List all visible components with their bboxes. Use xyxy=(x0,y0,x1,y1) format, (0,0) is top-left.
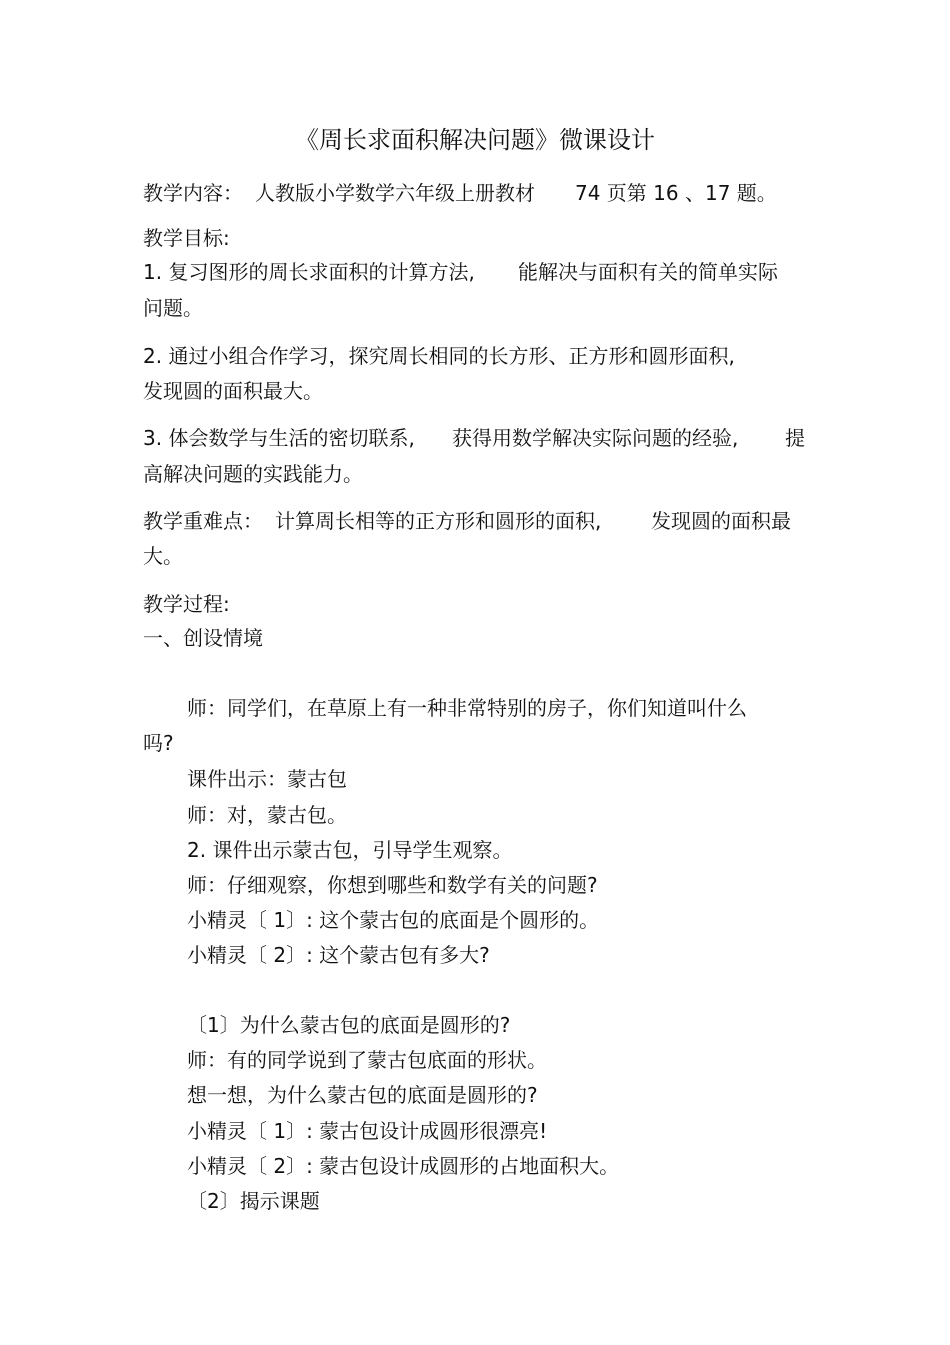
content-pages: 74 页第 16 、17 题。 xyxy=(575,181,777,205)
key-points-text: 计算周长相等的正方形和圆形的面积, xyxy=(275,509,602,533)
process-label: 教学过程: xyxy=(143,592,230,616)
dialogue-line: 课件出示：蒙古包 xyxy=(187,767,347,791)
dialogue-line: 师：对，蒙古包。 xyxy=(187,803,347,827)
key-points-label: 教学重难点： xyxy=(143,509,263,533)
goal-3-line-2: 高解决问题的实践能力。 xyxy=(143,462,363,486)
goal-1-line-1a: 1. 复习图形的周长求面积的计算方法, xyxy=(143,260,475,284)
goal-3-line-1c: 提 xyxy=(785,426,805,450)
section-heading: 一、创设情境 xyxy=(143,626,263,650)
goal-3-line-1a: 3. 体会数学与生活的密切联系, xyxy=(143,426,415,450)
dialogue-line: 小精灵〔 1〕: 这个蒙古包的底面是个圆形的。 xyxy=(187,908,600,932)
dialogue-line: 吗? xyxy=(143,731,174,755)
dialogue-line: 小精灵〔 1〕: 蒙古包设计成圆形很漂亮! xyxy=(187,1119,548,1143)
content-text: 人教版小学数学六年级上册教材 xyxy=(255,181,535,205)
dialogue-line: 小精灵〔 2〕: 蒙古包设计成圆形的占地面积大。 xyxy=(187,1154,620,1178)
goal-2-line-2: 发现圆的面积最大。 xyxy=(143,379,323,403)
dialogue-line: 师：仔细观察，你想到哪些和数学有关的问题? xyxy=(187,873,598,897)
key-points-text2: 发现圆的面积最 xyxy=(651,509,791,533)
goal-2-line-1: 2. 通过小组合作学习，探究周长相同的长方形、正方形和圆形面积, xyxy=(143,344,735,368)
document-title: 《周长求面积解决问题》微课设计 xyxy=(295,126,655,154)
key-points-text3: 大。 xyxy=(143,544,183,568)
dialogue-line: 师：同学们，在草原上有一种非常特别的房子，你们知道叫什么 xyxy=(187,696,747,720)
goal-1-line-2: 问题。 xyxy=(143,296,203,320)
dialogue-line: 想一想，为什么蒙古包的底面是圆形的? xyxy=(187,1083,538,1107)
dialogue-line: 〔1〕为什么蒙古包的底面是圆形的? xyxy=(187,1013,511,1037)
content-label: 教学内容： xyxy=(143,181,243,205)
dialogue-line: 师：有的同学说到了蒙古包底面的形状。 xyxy=(187,1048,547,1072)
goals-label: 教学目标: xyxy=(143,226,230,250)
dialogue-line: 2. 课件出示蒙古包，引导学生观察。 xyxy=(187,838,513,862)
dialogue-line: 小精灵〔 2〕: 这个蒙古包有多大? xyxy=(187,943,490,967)
dialogue-line: 〔2〕揭示课题 xyxy=(187,1189,320,1213)
goal-3-line-1b: 获得用数学解决实际问题的经验, xyxy=(452,426,739,450)
goal-1-line-1b: 能解决与面积有关的简单实际 xyxy=(518,260,778,284)
